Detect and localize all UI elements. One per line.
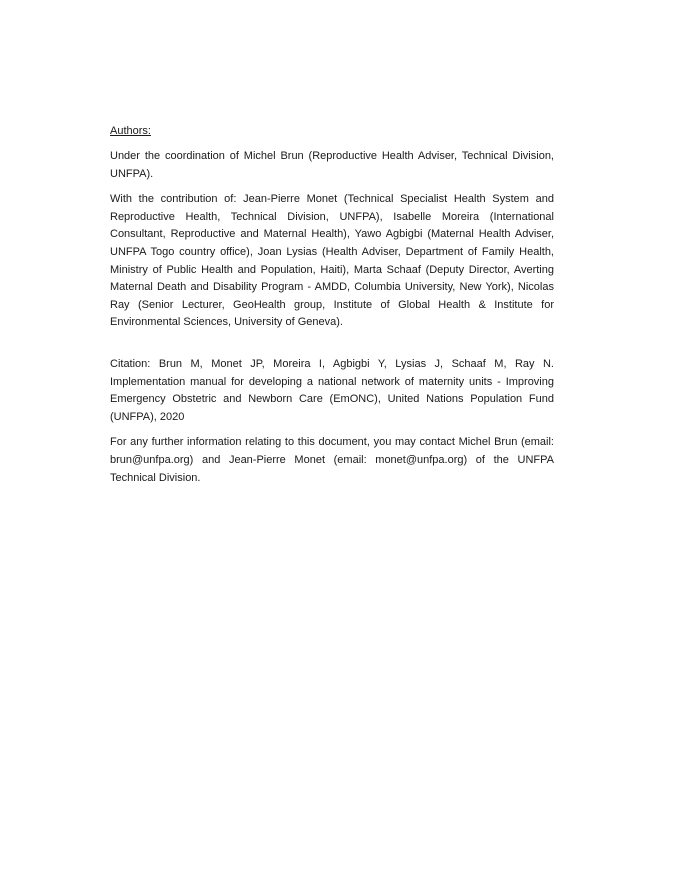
citation-paragraph: Citation: Brun M, Monet JP, Moreira I, Agbigbi Y, Lysias J, Schaaf M, Ray N. Implementation manual for developing a national network of maternity units - Improving Emergency Obstetric and Newborn Care (EmONC), United Nations Population Fund (UNFPA), 2020 bbox=[110, 357, 554, 423]
contact-paragraph: For any further information relating to this document, you may contact Michel Brun (email: brun@unfpa.org) and Jean-Pierre Monet (email: monet@unfpa.org) of the UNFPA Technical Division. bbox=[110, 436, 554, 484]
contribution-paragraph: With the contribution of: Jean-Pierre Monet (Technical Specialist Health System and Reproductive Health, Technical Division, UNFPA), Isabelle Moreira (International Consultant, Reproductive and Maternal Health), Yawo Agbigbi (Maternal Health Adviser, UNFPA Togo country office), Joan Lysias (Health Adviser, Department of Family Health, Ministry of Public Health and Population, Haiti), Marta Schaaf (Deputy Director, Averting Maternal Death and Disability Program - AMDD, Columbia University, New York), Nicolas Ray (Senior Lecturer, GeoHealth group, Institute of Global Health & Institute for Environmental Sciences, University of Geneva). bbox=[110, 193, 554, 329]
authors-heading: Authors: bbox=[110, 125, 151, 137]
document-page bbox=[110, 122, 554, 495]
coordination-paragraph: Under the coordination of Michel Brun (Reproductive Health Adviser, Technical Division, UNFPA). bbox=[110, 150, 554, 180]
